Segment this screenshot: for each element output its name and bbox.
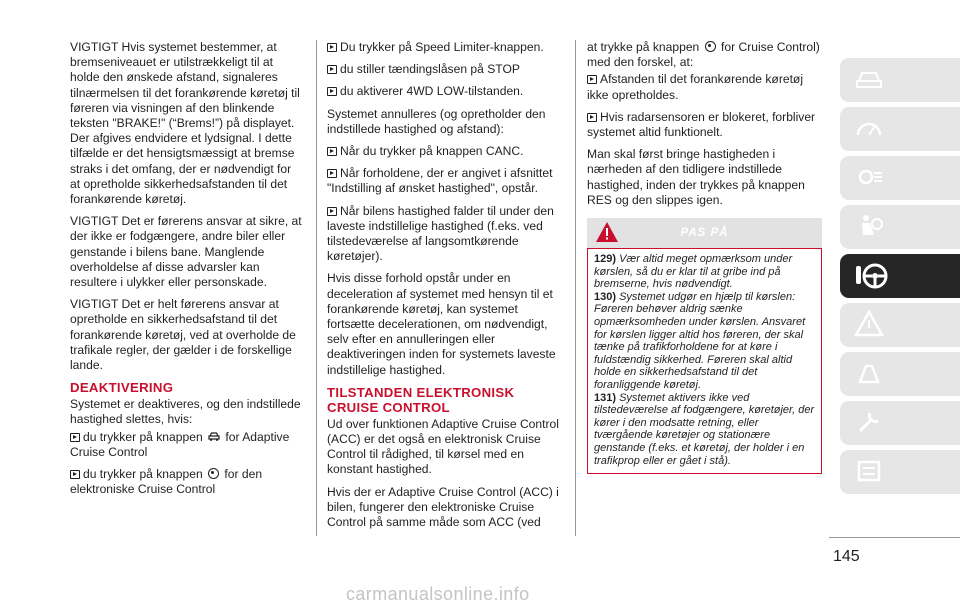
list-item: Afstanden til det forankørende køretøj ikke opretholdes. (587, 72, 804, 102)
warning-title: PAS PÅ (680, 227, 729, 240)
paragraph-cancel-intro: Systemet annulleres (og opretholder den indstillede hastighed og afstand): (327, 106, 546, 136)
bullet-arrow-icon (327, 169, 337, 178)
column-1 (70, 40, 302, 504)
warning-item: 131) Systemet aktivers ikke ved tilstedeværelse af fodgængere, køretøjer, der kører i den modsatte retning, eller tværgående køretøjer og stationære genstande (f.eks. et køretøj, der holder i en trafikprop eller er gået i stå). (594, 391, 815, 467)
tab-specs[interactable] (840, 450, 960, 494)
emergency-service-icon (854, 358, 884, 388)
lights-icon (854, 162, 884, 192)
list-item: Du trykker på Speed Limiter-knappen. (327, 40, 559, 55)
paragraph-deceleration: Hvis disse forhold opstår under en deceleration af systemet med hensyn til et forankørende køretøj, kan systemet fortsætte decelerationen, om nødvendigt, selv efter en annulleringen eller deaktiveringen inden for systemets laveste indstillelige hastighed. (327, 271, 556, 377)
column-divider-1 (316, 40, 317, 536)
tab-safety[interactable] (840, 205, 960, 249)
paragraph-ecc-intro: Ud over funktionen Adaptive Cruise Control (ACC) er det også en elektronisk Cruise Control til rådighed, til kørsel med en konstant hastighed. (327, 416, 559, 477)
tab-emergency[interactable] (840, 352, 960, 396)
tools-maintenance-icon (854, 407, 884, 437)
paragraph-ecc-same: Hvis der er Adaptive Cruise Control (ACC) i bilen, fungerer den elektroniske Cruise Control på samme måde som ACC (ved (327, 484, 559, 530)
dashboard-gauge-icon (854, 113, 884, 143)
list-item: du aktiverer 4WD LOW-tilstanden. (327, 84, 559, 99)
list-item: Når bilens hastighed falder til under den laveste indstillelige hastighed (f.eks. ved tilstedeværelse af langsomtkørende køretøjer). (327, 203, 554, 264)
bullet-cruise-button: du trykker på knappen for den elektroniske Cruise Control (70, 467, 263, 497)
tab-lights[interactable] (840, 156, 960, 200)
warning-box (587, 248, 822, 474)
paragraph-brake-warning: VIGTIGT Hvis systemet bestemmer, at bremseniveauet er utilstrækkeligt til at holde den ønskede afstand, signaleres tilnærmelsen til det forankørende køretøj til føreren via visningen af den blinkende teksten "BRAKE!" (“Brems!”) på displayet. Der afgives endvidere et lydsignal. I dette tilfælde er det hensigtsmæssigt at bremse straks i det omfang, der er nødvendigt for at opretholde sikkerhedsafstanden til det forankørende køretøj. (70, 40, 300, 207)
bullet-arrow-icon (327, 43, 337, 52)
tab-driving[interactable] (840, 254, 960, 298)
paragraph-safety-distance: VIGTIGT Det er helt førerens ansvar at opretholde en sikkerhedsafstand til det forankørende køretøj, ved at overholde de trafikale regler, der gælder i de forskellige lande. (70, 297, 296, 373)
column-2 (327, 40, 559, 537)
safety-airbag-icon (854, 211, 884, 241)
bullet-arrow-icon (327, 87, 337, 96)
adaptive-cruise-car-icon (208, 432, 220, 442)
heading-deactivation: DEAKTIVERING (70, 380, 174, 396)
column-3 (587, 40, 822, 474)
bullet-arrow-icon (327, 207, 337, 216)
car-info-icon (854, 64, 884, 94)
specs-icon (854, 456, 884, 486)
deactivation-bullets (327, 40, 559, 100)
warning-triangle-icon (854, 309, 884, 339)
steering-wheel-icon (854, 260, 888, 292)
bullet-arrow-icon (327, 65, 337, 74)
page-number: 145 (833, 548, 860, 565)
tab-dashboard[interactable] (840, 107, 960, 151)
bullet-arrow-icon (70, 470, 80, 479)
paragraph-difference: at trykke på knappen for Cruise Control) med den forskel, at: (587, 40, 820, 70)
list-item: Når du trykker på knappen CANC. (327, 144, 559, 159)
page-number-rule (829, 537, 960, 538)
warning-item: 129) Vær altid meget opmærksom under kørslen, så du er klar til at gribe ind på bremserne, hvis nødvendigt. (594, 253, 793, 291)
deactivation-intro: Systemet er deaktiveres, og den indstillede hastighed slettes, hvis: (70, 397, 301, 427)
difference-bullets (587, 72, 822, 140)
bullet-arrow-icon (327, 147, 337, 156)
cancel-bullets (327, 144, 559, 264)
bullet-arrow-icon (587, 75, 597, 84)
bullet-arrow-icon (587, 113, 597, 122)
warning-item: 130) Systemet udgør en hjælp til kørslen: Føreren behøver aldrig sænke opmærksomheden under kørslen. Ansvaret for kørslen ligger altid hos føreren, der skal tænke på trafikforholdene for at køre i fuldstændig sikkerhed. Føreren skal altid holde en sikkerhedsafstand til det foranliggende køretøj. (594, 290, 806, 391)
list-item: du stiller tændingslåsen på STOP (327, 62, 559, 77)
bullet-arrow-icon (70, 433, 80, 442)
cruise-control-speedometer-icon (208, 468, 219, 479)
list-item: Hvis radarsensoren er blokeret, forbliver systemet altid funktionelt. (587, 109, 816, 140)
list-item: Når forholdene, der er angivet i afsnittet "Indstilling af ønsket hastighed", opstår. (327, 166, 553, 196)
bullet-acc-button: du trykker på knappen for Adaptive Cruise Control (70, 429, 290, 459)
column-divider-2 (575, 40, 576, 536)
chapter-tabs (840, 58, 960, 499)
warning-header (587, 218, 822, 248)
tab-warnings[interactable] (840, 303, 960, 347)
tab-vehicle-info[interactable] (840, 58, 960, 102)
heading-electronic-cruise: TILSTANDEN ELEKTRONISK CRUISE CONTROL (327, 384, 515, 415)
cruise-control-speedometer-icon (705, 41, 716, 52)
tab-maintenance[interactable] (840, 401, 960, 445)
watermark: carmanualsonline.info (346, 584, 530, 604)
paragraph-driver-responsibility: VIGTIGT Det er førerens ansvar at sikre, at der ikke er fodgængere, andre biler eller genstande i bilens bane. Manglende overholdelse af disse advarsler kan resultere i ulykker eller personskade. (70, 214, 302, 290)
paragraph-res-button: Man skal først bringe hastigheden i nærheden af den tidligere indstillede hastighed, inden der trykkes på knappen RES og den slippes igen. (587, 147, 805, 207)
